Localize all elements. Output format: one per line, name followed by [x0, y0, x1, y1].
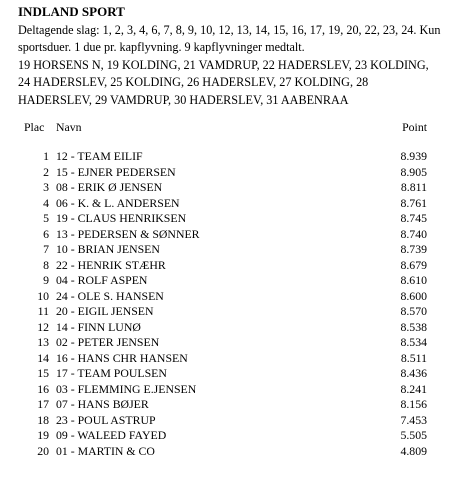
table-row: [0, 366, 451, 382]
intro-line: 24 HADERSLEV, 25 KOLDING, 26 HADERSLEV, 27 KOLDING, 28: [18, 75, 369, 90]
navn-cell: 20 - EIGIL JENSEN: [56, 304, 154, 318]
plac-cell: 17: [37, 397, 49, 411]
plac-cell: 9: [43, 273, 49, 287]
plac-cell: 1: [43, 149, 49, 163]
table-row: [0, 413, 451, 429]
navn-cell: 17 - TEAM POULSEN: [56, 366, 167, 380]
plac-cell: 10: [37, 288, 49, 303]
navn-cell: 23 - POUL ASTRUP: [56, 412, 156, 427]
plac-cell: 11: [37, 304, 49, 318]
plac-cell: 12: [37, 319, 49, 334]
navn-cell: 03 - FLEMMING E.JENSEN: [56, 381, 197, 396]
navn-cell: 07 - HANS BØJER: [56, 397, 149, 411]
column-header-plac: Plac: [24, 120, 45, 134]
results-table: [0, 118, 451, 459]
table-row: [0, 180, 451, 196]
navn-cell: 14 - FINN LUNØ: [56, 319, 141, 334]
point-cell: 8.156: [400, 397, 427, 411]
intro-line: sportsduer. 1 due pr. kapflyvning. 9 kapflyvninger medtalt.: [18, 40, 305, 55]
point-cell: 8.570: [400, 304, 427, 318]
point-cell: 8.600: [400, 288, 427, 303]
table-row: [0, 444, 451, 460]
navn-cell: 16 - HANS CHR HANSEN: [56, 350, 188, 365]
point-cell: 8.241: [400, 381, 427, 396]
plac-cell: 8: [43, 257, 49, 272]
point-cell: 8.811: [400, 180, 427, 194]
plac-cell: 4: [43, 195, 49, 210]
navn-cell: 13 - PEDERSEN & SØNNER: [56, 226, 200, 241]
navn-cell: 15 - EJNER PEDERSEN: [56, 164, 176, 179]
table-body: [0, 149, 451, 459]
point-cell: 4.809: [400, 443, 427, 458]
point-cell: 8.538: [400, 319, 427, 334]
page-title: INDLAND SPORT: [18, 4, 125, 19]
table-row: [0, 211, 451, 227]
table-row: [0, 428, 451, 444]
intro-text: [18, 22, 448, 109]
table-row: [0, 196, 451, 212]
point-cell: 5.505: [400, 428, 427, 442]
table-row: [0, 382, 451, 398]
navn-cell: 02 - PETER JENSEN: [56, 335, 160, 349]
column-header-point: Point: [402, 120, 427, 134]
navn-cell: 19 - CLAUS HENRIKSEN: [56, 211, 187, 225]
navn-cell: 04 - ROLF ASPEN: [56, 273, 148, 287]
plac-cell: 3: [43, 180, 49, 194]
navn-cell: 09 - WALEED FAYED: [56, 428, 167, 442]
plac-cell: 14: [37, 350, 49, 365]
table-row: [0, 397, 451, 413]
point-cell: 8.761: [400, 195, 427, 210]
table-row: [0, 258, 451, 274]
plac-cell: 13: [37, 335, 49, 349]
intro-line: HADERSLEV, 29 VAMDRUP, 30 HADERSLEV, 31 AABENRAA: [18, 92, 349, 107]
plac-cell: 2: [43, 164, 49, 179]
table-row: [0, 273, 451, 289]
table-row: [0, 289, 451, 305]
point-cell: 8.745: [400, 211, 427, 225]
navn-cell: 01 - MARTIN & CO: [56, 443, 155, 458]
point-cell: 8.610: [400, 273, 427, 287]
point-cell: 7.453: [400, 412, 427, 427]
table-row: [0, 149, 451, 165]
table-row: [0, 165, 451, 181]
navn-cell: 08 - ERIK Ø JENSEN: [56, 180, 163, 194]
plac-cell: 7: [43, 242, 49, 256]
navn-cell: 22 - HENRIK STÆHR: [56, 257, 166, 272]
table-row: [0, 304, 451, 320]
point-cell: 8.679: [400, 257, 427, 272]
navn-cell: 12 - TEAM EILIF: [56, 149, 143, 163]
table-row: [0, 227, 451, 243]
plac-cell: 6: [43, 226, 49, 241]
point-cell: 8.939: [400, 149, 427, 163]
navn-cell: 10 - BRIAN JENSEN: [56, 242, 160, 256]
plac-cell: 18: [37, 412, 49, 427]
plac-cell: 5: [43, 211, 49, 225]
point-cell: 8.511: [400, 350, 427, 365]
navn-cell: 24 - OLE S. HANSEN: [56, 288, 164, 303]
point-cell: 8.739: [400, 242, 427, 256]
point-cell: 8.534: [400, 335, 427, 349]
plac-cell: 19: [37, 428, 49, 442]
table-row: [0, 242, 451, 258]
table-row: [0, 335, 451, 351]
intro-line: 19 HORSENS N, 19 KOLDING, 21 VAMDRUP, 22 HADERSLEV, 23 KOLDING,: [18, 57, 429, 72]
intro-line: Deltagende slag: 1, 2, 3, 4, 6, 7, 8, 9, 10, 12, 13, 14, 15, 16, 17, 19, 20, 22, 23, 24. Kun: [18, 23, 441, 37]
plac-cell: 20: [37, 443, 49, 458]
point-cell: 8.740: [400, 226, 427, 241]
column-header-navn: Navn: [56, 120, 82, 134]
plac-cell: 16: [37, 381, 49, 396]
navn-cell: 06 - K. & L. ANDERSEN: [56, 195, 180, 210]
table-header-row: [0, 118, 451, 136]
table-row: [0, 351, 451, 367]
point-cell: 8.905: [400, 164, 427, 179]
table-row: [0, 320, 451, 336]
plac-cell: 15: [37, 366, 49, 380]
point-cell: 8.436: [400, 366, 427, 380]
